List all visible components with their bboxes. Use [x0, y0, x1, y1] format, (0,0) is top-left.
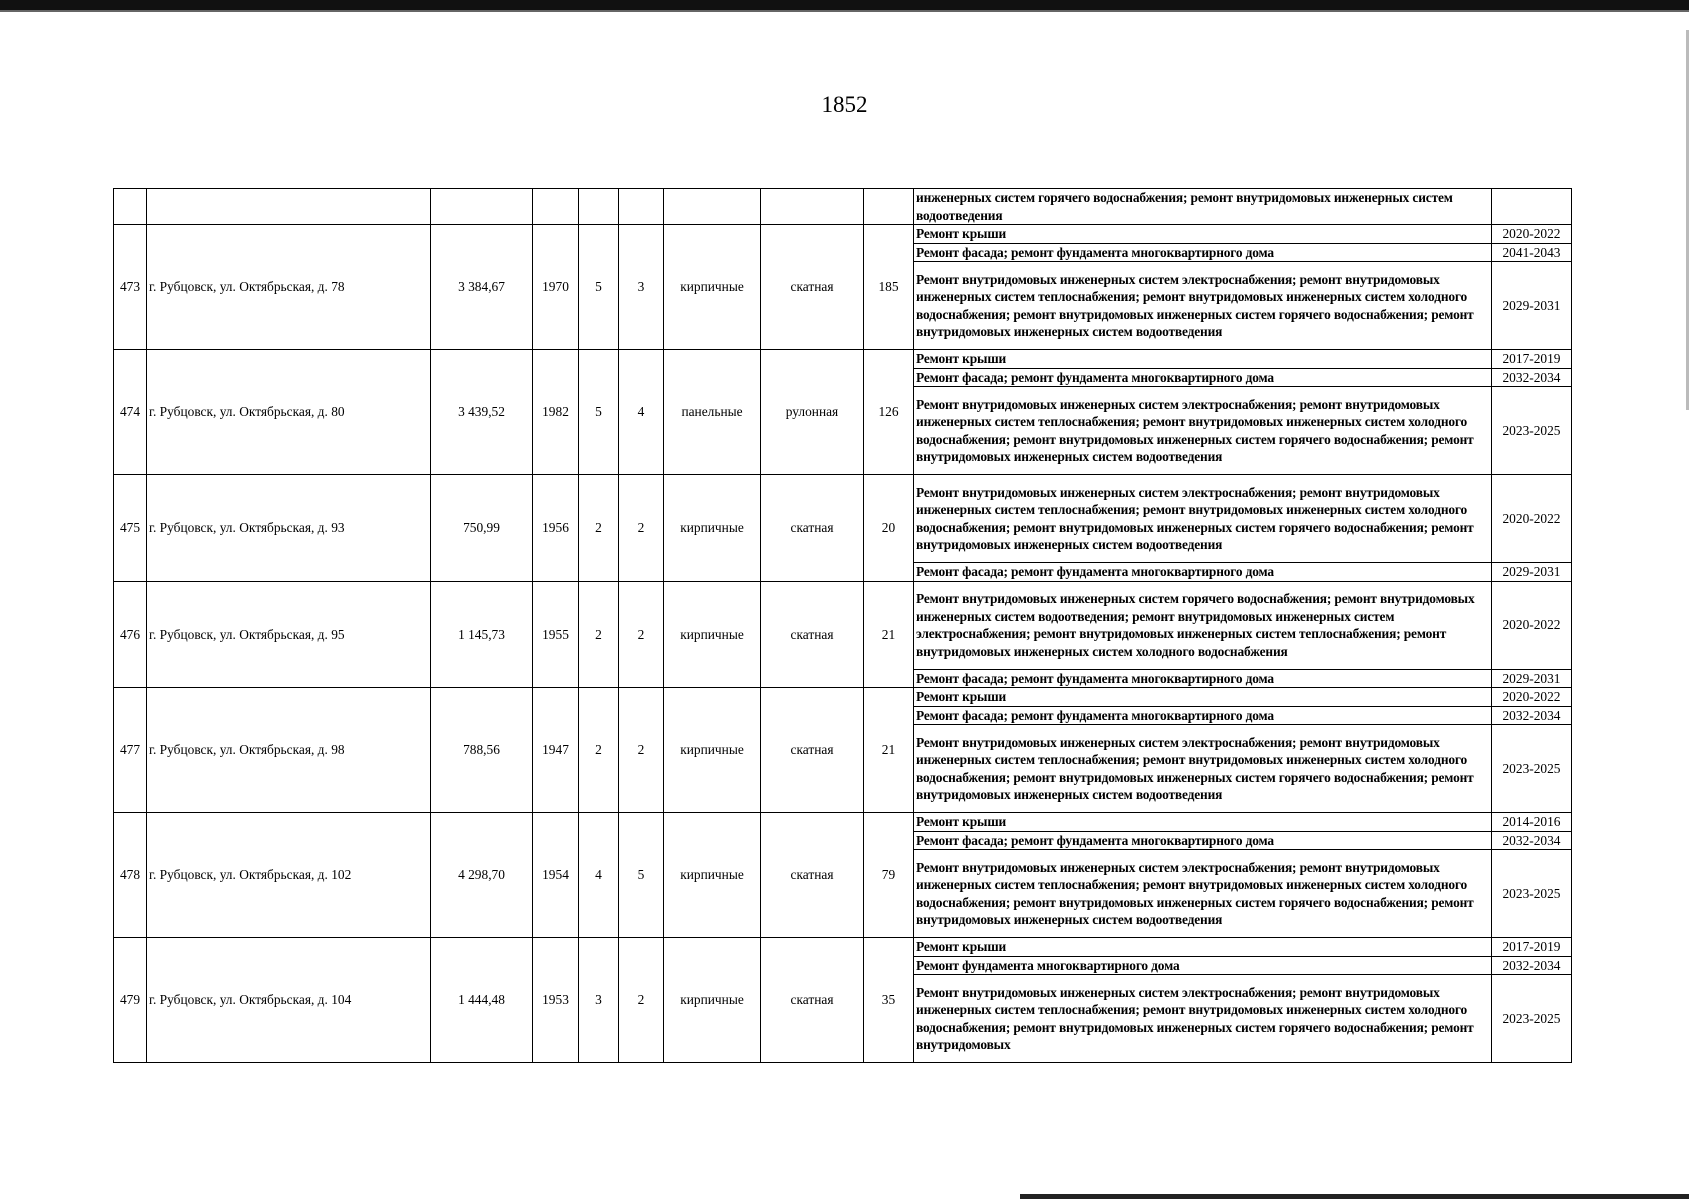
empty-cell — [619, 189, 664, 225]
work-period: 2023-2025 — [1492, 975, 1572, 1063]
building-address: г. Рубцовск, ул. Октябрьская, д. 98 — [147, 688, 431, 813]
work-period: 2032-2034 — [1492, 956, 1572, 975]
row-number: 477 — [114, 688, 147, 813]
work-period: 2023-2025 — [1492, 387, 1572, 475]
work-period: 2041-2043 — [1492, 243, 1572, 262]
work-period: 2014-2016 — [1492, 813, 1572, 832]
work-period: 2032-2034 — [1492, 831, 1572, 850]
work-description: Ремонт крыши — [914, 225, 1492, 244]
table-row — [114, 475, 1572, 563]
row-number: 476 — [114, 581, 147, 688]
work-description: Ремонт крыши — [914, 350, 1492, 369]
building-floors: 2 — [579, 581, 619, 688]
building-year: 1955 — [533, 581, 579, 688]
empty-cell — [431, 189, 533, 225]
work-period: 2020-2022 — [1492, 688, 1572, 707]
work-description: Ремонт фасада; ремонт фундамента многоквартирного дома — [914, 831, 1492, 850]
work-period: 2017-2019 — [1492, 350, 1572, 369]
empty-cell — [114, 189, 147, 225]
table-row — [114, 813, 1572, 832]
building-year: 1947 — [533, 688, 579, 813]
table-row — [114, 688, 1572, 707]
building-entrances: 2 — [619, 688, 664, 813]
building-residents: 20 — [864, 475, 914, 582]
empty-cell — [864, 189, 914, 225]
building-floors: 2 — [579, 688, 619, 813]
building-floors: 5 — [579, 350, 619, 475]
building-entrances: 2 — [619, 581, 664, 688]
building-year: 1953 — [533, 938, 579, 1063]
work-description: Ремонт внутридомовых инженерных систем горячего водоснабжения; ремонт внутридомовых инженерных систем водоотведения; ремонт внутридомовых инженерных систем электроснабжения; ремонт внутридомовых инженерных систем теплоснабжения; ремонт внутридомовых инженерных систем холодного водоснабжения — [914, 581, 1492, 669]
work-period: 2023-2025 — [1492, 850, 1572, 938]
building-roof-type: скатная — [761, 225, 864, 350]
work-description: Ремонт внутридомовых инженерных систем электроснабжения; ремонт внутридомовых инженерных систем теплоснабжения; ремонт внутридомовых инженерных систем холодного водоснабжения; ремонт внутридомовых инженерных систем горячего водоснабжения; ремонт внутридомовых инженерных систем водоотведения — [914, 262, 1492, 350]
work-description: Ремонт внутридомовых инженерных систем электроснабжения; ремонт внутридомовых инженерных систем теплоснабжения; ремонт внутридомовых инженерных систем холодного водоснабжения; ремонт внутридомовых инженерных систем горячего водоснабжения; ремонт внутридомовых — [914, 975, 1492, 1063]
row-number: 473 — [114, 225, 147, 350]
building-floors: 5 — [579, 225, 619, 350]
work-description: Ремонт фасада; ремонт фундамента многоквартирного дома — [914, 669, 1492, 688]
building-residents: 79 — [864, 813, 914, 938]
table-row — [114, 225, 1572, 244]
building-address: г. Рубцовск, ул. Октябрьская, д. 78 — [147, 225, 431, 350]
work-period: 2023-2025 — [1492, 725, 1572, 813]
work-period: 2029-2031 — [1492, 563, 1572, 582]
work-description: инженерных систем горячего водоснабжения; ремонт внутридомовых инженерных систем водоотведения — [914, 189, 1492, 225]
work-description: Ремонт внутридомовых инженерных систем электроснабжения; ремонт внутридомовых инженерных систем теплоснабжения; ремонт внутридомовых инженерных систем холодного водоснабжения; ремонт внутридомовых инженерных систем горячего водоснабжения; ремонт внутридомовых инженерных систем водоотведения — [914, 475, 1492, 563]
building-address: г. Рубцовск, ул. Октябрьская, д. 95 — [147, 581, 431, 688]
table-row — [114, 350, 1572, 369]
row-number: 475 — [114, 475, 147, 582]
work-period: 2032-2034 — [1492, 706, 1572, 725]
building-year: 1954 — [533, 813, 579, 938]
work-period: 2029-2031 — [1492, 669, 1572, 688]
scan-top-edge — [0, 0, 1689, 10]
building-area: 788,56 — [431, 688, 533, 813]
building-roof-type: скатная — [761, 813, 864, 938]
work-period: 2020-2022 — [1492, 225, 1572, 244]
building-wall-material: кирпичные — [664, 813, 761, 938]
empty-cell — [147, 189, 431, 225]
scan-bottom-edge — [1020, 1194, 1689, 1199]
work-period — [1492, 189, 1572, 225]
building-area: 750,99 — [431, 475, 533, 582]
table-row — [114, 938, 1572, 957]
building-roof-type: скатная — [761, 581, 864, 688]
empty-cell — [579, 189, 619, 225]
building-year: 1956 — [533, 475, 579, 582]
work-description: Ремонт внутридомовых инженерных систем электроснабжения; ремонт внутридомовых инженерных систем теплоснабжения; ремонт внутридомовых инженерных систем холодного водоснабжения; ремонт внутридомовых инженерных систем горячего водоснабжения; ремонт внутридомовых инженерных систем водоотведения — [914, 850, 1492, 938]
building-entrances: 4 — [619, 350, 664, 475]
building-address: г. Рубцовск, ул. Октябрьская, д. 80 — [147, 350, 431, 475]
building-residents: 185 — [864, 225, 914, 350]
building-residents: 21 — [864, 581, 914, 688]
building-entrances: 2 — [619, 938, 664, 1063]
building-wall-material: кирпичные — [664, 581, 761, 688]
building-address: г. Рубцовск, ул. Октябрьская, д. 102 — [147, 813, 431, 938]
table-row — [114, 581, 1572, 669]
building-residents: 35 — [864, 938, 914, 1063]
building-entrances: 5 — [619, 813, 664, 938]
work-description: Ремонт крыши — [914, 938, 1492, 957]
work-description: Ремонт фасада; ремонт фундамента многоквартирного дома — [914, 706, 1492, 725]
building-roof-type: скатная — [761, 475, 864, 582]
scan-top-edge-shadow — [0, 10, 1689, 12]
building-roof-type: скатная — [761, 688, 864, 813]
building-wall-material: панельные — [664, 350, 761, 475]
row-number: 478 — [114, 813, 147, 938]
work-period: 2017-2019 — [1492, 938, 1572, 957]
empty-cell — [761, 189, 864, 225]
page-number: 1852 — [821, 92, 868, 117]
building-wall-material: кирпичные — [664, 225, 761, 350]
work-period: 2020-2022 — [1492, 581, 1572, 669]
building-floors: 4 — [579, 813, 619, 938]
work-description: Ремонт внутридомовых инженерных систем электроснабжения; ремонт внутридомовых инженерных систем теплоснабжения; ремонт внутридомовых инженерных систем холодного водоснабжения; ремонт внутридомовых инженерных систем горячего водоснабжения; ремонт внутридомовых инженерных систем водоотведения — [914, 725, 1492, 813]
building-address: г. Рубцовск, ул. Октябрьская, д. 93 — [147, 475, 431, 582]
building-residents: 126 — [864, 350, 914, 475]
building-wall-material: кирпичные — [664, 688, 761, 813]
building-area: 1 145,73 — [431, 581, 533, 688]
work-description: Ремонт фасада; ремонт фундамента многоквартирного дома — [914, 368, 1492, 387]
building-roof-type: рулонная — [761, 350, 864, 475]
building-address: г. Рубцовск, ул. Октябрьская, д. 104 — [147, 938, 431, 1063]
row-number: 474 — [114, 350, 147, 475]
work-period: 2020-2022 — [1492, 475, 1572, 563]
building-floors: 2 — [579, 475, 619, 582]
work-description: Ремонт фасада; ремонт фундамента многоквартирного дома — [914, 563, 1492, 582]
empty-cell — [664, 189, 761, 225]
building-area: 3 439,52 — [431, 350, 533, 475]
building-wall-material: кирпичные — [664, 475, 761, 582]
building-year: 1982 — [533, 350, 579, 475]
building-entrances: 3 — [619, 225, 664, 350]
work-description: Ремонт крыши — [914, 688, 1492, 707]
work-period: 2029-2031 — [1492, 262, 1572, 350]
building-wall-material: кирпичные — [664, 938, 761, 1063]
building-floors: 3 — [579, 938, 619, 1063]
building-area: 1 444,48 — [431, 938, 533, 1063]
building-area: 4 298,70 — [431, 813, 533, 938]
work-period: 2032-2034 — [1492, 368, 1572, 387]
empty-cell — [533, 189, 579, 225]
work-description: Ремонт крыши — [914, 813, 1492, 832]
building-area: 3 384,67 — [431, 225, 533, 350]
table-row — [114, 189, 1572, 225]
work-description: Ремонт внутридомовых инженерных систем электроснабжения; ремонт внутридомовых инженерных систем теплоснабжения; ремонт внутридомовых инженерных систем холодного водоснабжения; ремонт внутридомовых инженерных систем горячего водоснабжения; ремонт внутридомовых инженерных систем водоотведения — [914, 387, 1492, 475]
building-entrances: 2 — [619, 475, 664, 582]
row-number: 479 — [114, 938, 147, 1063]
work-description: Ремонт фундамента многоквартирного дома — [914, 956, 1492, 975]
building-roof-type: скатная — [761, 938, 864, 1063]
work-description: Ремонт фасада; ремонт фундамента многоквартирного дома — [914, 243, 1492, 262]
building-year: 1970 — [533, 225, 579, 350]
building-residents: 21 — [864, 688, 914, 813]
repair-schedule-table — [113, 188, 1572, 1063]
